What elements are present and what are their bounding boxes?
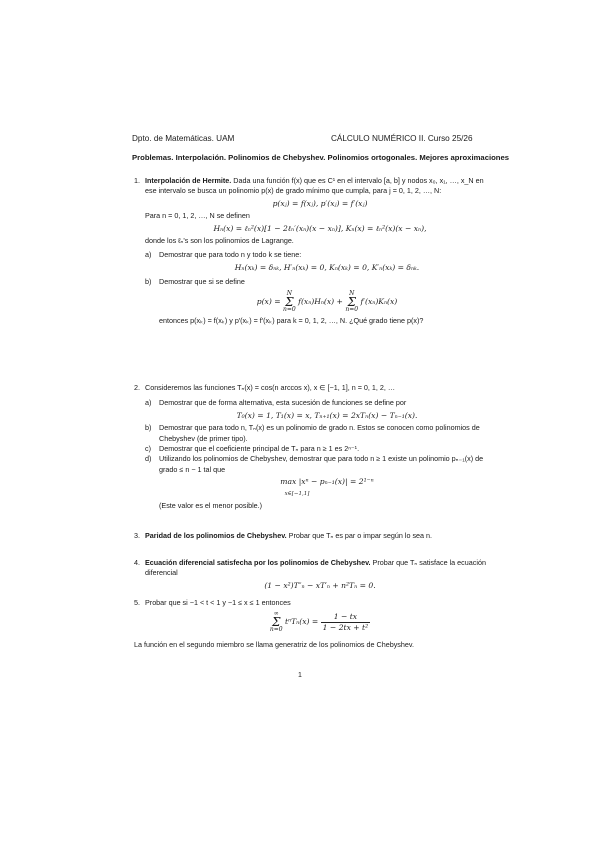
problem-title: Paridad de los polinomios de Chebyshev. (145, 531, 287, 540)
subproblem-a (145, 250, 495, 273)
note: La función en el segundo miembro se llama generatriz de los polinomios de Chebyshev. (134, 640, 414, 650)
problem-number: 2. (134, 383, 140, 392)
note: (Este valor es el menor posible.) (159, 501, 263, 511)
subproblem-label: b) (145, 277, 152, 287)
problem-title: Interpolación de Hermite. (145, 176, 232, 185)
subproblem-text: Demostrar que si se define (159, 277, 245, 287)
sum-lower: n=0 (283, 305, 296, 313)
problem-number: 4. (134, 558, 140, 567)
problem-title: Ecuación diferencial satisfecha por los polinomios de Chebyshev. (145, 558, 371, 567)
problem-text: Probar que Tₙ satisface la ecuación diferencial (145, 558, 486, 578)
subproblem-label: c) (145, 444, 151, 454)
summation-symbol: N Σ n=0 (345, 289, 359, 313)
header-course: CÁLCULO NUMÉRICO II. Curso 25/26 (331, 134, 473, 143)
equation: T₀(x) = 1, T₁(x) = x, Tₙ₊₁(x) = 2xTₙ(x) − Tₙ₋₁(x). (236, 410, 418, 420)
fraction (321, 612, 370, 634)
eq-term: f(xₙ)Hₙ(x) + (298, 296, 343, 306)
sum-lower: n=0 (269, 626, 283, 634)
eq-subscript: x∈[−1,1] (284, 490, 310, 497)
eq-term: tⁿTₙ(x) = (284, 617, 319, 627)
problem-4 (134, 558, 495, 593)
subproblem-label: b) (145, 423, 152, 433)
subproblem-b (145, 423, 495, 444)
subproblem-label: a) (145, 250, 152, 260)
equation (159, 477, 495, 499)
summation-equation (159, 290, 495, 314)
page-number: 1 (298, 672, 302, 679)
subproblem-label: d) (145, 454, 152, 464)
subproblem-label: a) (145, 398, 152, 408)
subproblem-text: Demostrar que el coeficiente principal de Tₙ para n ≥ 1 es 2ⁿ⁻¹. (159, 444, 360, 454)
problem-3 (134, 531, 495, 541)
sum-upper: N (349, 289, 355, 297)
sum-upper: N (286, 289, 292, 297)
problem-number: 3. (134, 531, 140, 540)
equation: Hₙ(xₖ) = δₙₖ, H′ₙ(xₖ) = 0, Kₙ(xₖ) = 0, K′ₙ(xₖ) = δₙₖ. (234, 262, 420, 272)
sum-upper: ∞ (273, 610, 279, 618)
problem-text: Probar que si −1 < t < 1 y −1 ≤ x ≤ 1 entonces (145, 598, 291, 607)
problem-text: Consideremos las funciones Tₙ(x) = cos(n arccos x), x ∈ [−1, 1], n = 0, 1, 2, … (145, 383, 396, 392)
fraction-numerator: 1 − tx (321, 612, 370, 623)
generating-function-equation (145, 610, 495, 634)
eq-body: max |xⁿ − pₙ₋₁(x)| = 2¹⁻ⁿ (280, 477, 374, 487)
equation: p(xⱼ) = f(xⱼ), p′(xⱼ) = f′(xⱼ) (272, 198, 368, 208)
subproblem-text: entonces p(xₖ) = f(xₖ) y p′(xₖ) = f′(xₖ) para k = 0, 1, 2, …, N. ¿Qué grado tiene p(x)? (159, 315, 424, 325)
summation-symbol: ∞ Σ n=0 (269, 610, 283, 634)
problem-text: donde los ℓₙ's son los polinomios de Lagrange. (145, 236, 294, 246)
subproblem-b (145, 277, 495, 326)
problem-1 (134, 176, 495, 326)
eq-term: f′(xₙ)Kₙ(x) (360, 296, 398, 306)
problem-text: Probar que Tₙ es par o impar según lo sea n. (288, 531, 433, 540)
fraction-denominator: 1 − 2tx + t² (322, 622, 369, 632)
summation-symbol: N Σ n=0 (283, 289, 296, 313)
header-department: Dpto. de Matemáticas. UAM (132, 134, 235, 143)
subproblem-text: Demostrar que para todo n y todo k se tiene: (159, 250, 302, 260)
problem-text: Para n = 0, 1, 2, …, N se definen (145, 211, 250, 221)
page-subtitle: Problemas. Interpolación. Polinomios de Chebyshev. Polinomios ortogonales. Mejores aproximaciones (132, 153, 510, 162)
eq-lhs: p(x) = (256, 296, 281, 306)
subproblem-d (145, 454, 495, 511)
problem-5 (134, 598, 495, 651)
problem-number: 1. (134, 176, 140, 185)
subproblem-text: Demostrar que para todo n, Tₙ(x) es un polinomio de grado n. Estos se conocen como polinomios de Chebyshev (de primer tipo). (159, 423, 480, 443)
subproblem-c (145, 444, 495, 454)
equation: Hₙ(x) = ℓₙ²(x)[1 − 2ℓₙ′(xₙ)(x − xₙ)], Kₙ(x) = ℓₙ²(x)(x − xₙ), (213, 223, 427, 233)
subproblem-text: Utilizando los polinomios de Chebyshev, demostrar que para todo n ≥ 1 existe un polinomio pₙ₋₁(x) de grado ≤ n − 1 tal que (159, 454, 484, 474)
problem-2 (134, 383, 495, 511)
problem-number: 5. (134, 598, 140, 607)
sum-lower: n=0 (345, 305, 359, 313)
equation: (1 − x²)T″ₙ − xT′ₙ + n²Tₙ = 0. (264, 580, 376, 590)
problem-text: Dada una función f(x) que es C¹ en el intervalo [a, b] y nodos x₀, x₁, …, x_N en ese intervalo se busca un polinomio p(x) de grado mínimo que cumpla, para j = 0, 1, 2, …, N: (145, 176, 484, 196)
subproblem-a (145, 398, 495, 421)
subproblem-text: Demostrar que de forma alternativa, esta sucesión de funciones se define por (159, 398, 407, 408)
